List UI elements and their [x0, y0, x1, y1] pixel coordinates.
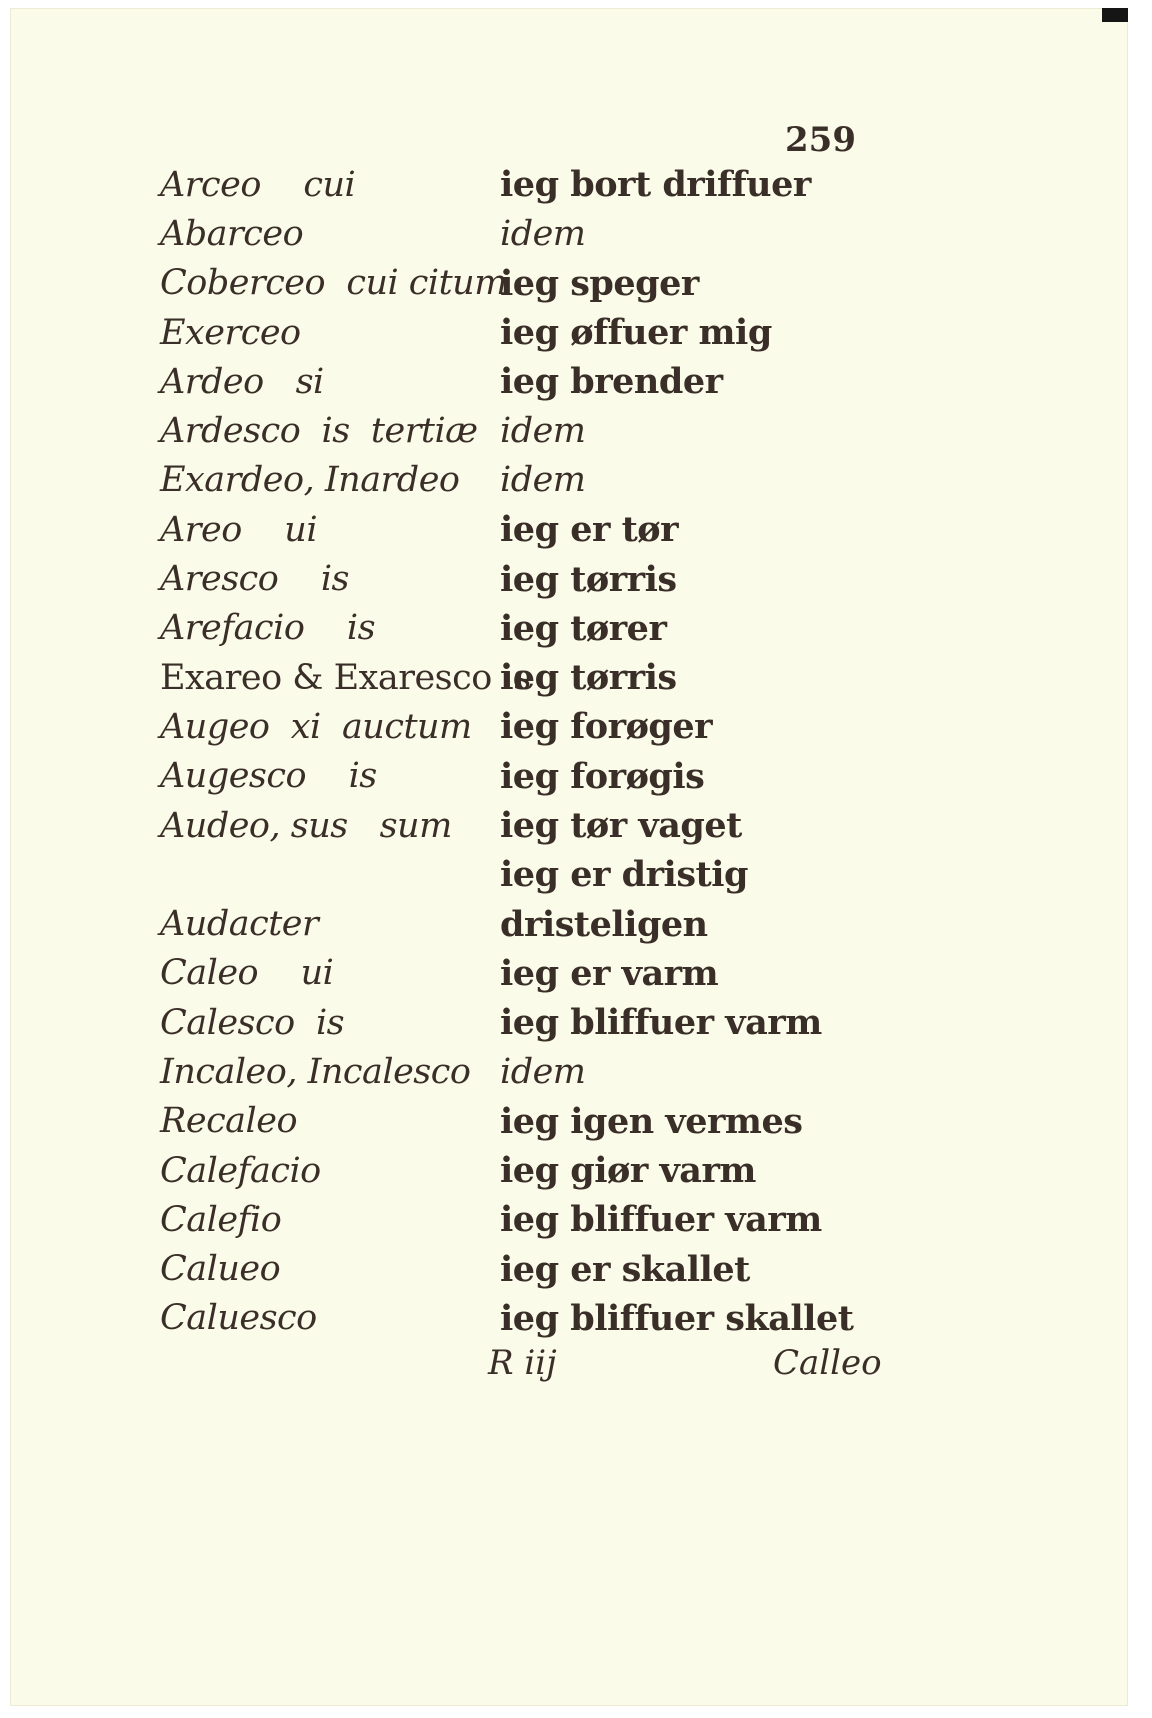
danish-translation: ieg igen vermes [500, 1100, 803, 1142]
latin-term: Exardeo, Inardeo [160, 460, 460, 501]
latin-term: Calefio [160, 1199, 282, 1240]
glossary-entry [160, 456, 860, 505]
glossary-entry [160, 160, 860, 209]
danish-translation: ieg brender [500, 361, 723, 403]
latin-term: Augesco is [160, 756, 377, 797]
latin-term: Exareo & Exaresco is [160, 657, 531, 698]
glossary-entry [160, 259, 860, 308]
latin-term: Calueo [160, 1249, 281, 1290]
danish-translation: ieg forøger [500, 706, 713, 748]
danish-translation: ieg bort driffuer [500, 164, 811, 206]
glossary-entry [160, 998, 860, 1047]
danish-translation: ieg bliffuer skallet [500, 1297, 854, 1339]
glossary-entry [160, 702, 860, 751]
glossary-entry [160, 505, 860, 554]
glossary-entry [160, 949, 860, 998]
latin-term: Caluesco [160, 1298, 317, 1339]
scan-edge-mark [1102, 8, 1128, 22]
danish-translation: dristeligen [500, 903, 708, 945]
glossary-list [160, 160, 860, 1343]
glossary-entry [160, 1146, 860, 1195]
danish-translation: ieg bliffuer varm [500, 1002, 822, 1044]
danish-translation: ieg tørris [500, 558, 677, 600]
danish-translation: ieg tører [500, 607, 667, 649]
latin-term: Augeo xi auctum [160, 706, 472, 747]
danish-translation: ieg er tør [500, 509, 679, 551]
latin-term: Arceo cui [160, 164, 356, 205]
glossary-entry [160, 554, 860, 603]
danish-translation: ieg er varm [500, 952, 719, 994]
glossary-entry [160, 209, 860, 258]
latin-term: Arefacio is [160, 608, 376, 649]
glossary-entry [160, 850, 860, 899]
danish-translation: ieg forøgis [500, 755, 705, 797]
glossary-entry [160, 604, 860, 653]
latin-term: Ardeo si [160, 361, 324, 402]
danish-translation: ieg tørris [500, 657, 677, 699]
latin-term: Audeo, sus sum [160, 805, 452, 846]
latin-term: Incaleo, Incalesco [160, 1051, 471, 1092]
danish-translation: ieg er skallet [500, 1248, 750, 1290]
page-number: 259 [785, 120, 856, 160]
danish-translation: ieg speger [500, 262, 699, 304]
danish-translation: idem [500, 213, 586, 254]
catchword: Calleo [773, 1343, 882, 1383]
glossary-entry [160, 752, 860, 801]
glossary-entry [160, 357, 860, 406]
signature-mark: R iij [488, 1343, 557, 1383]
glossary-entry [160, 406, 860, 455]
glossary-entry [160, 1195, 860, 1244]
glossary-entry [160, 1097, 860, 1146]
danish-translation: ieg tør vaget [500, 805, 742, 846]
glossary-entry [160, 308, 860, 357]
latin-term: Ardesco is tertiæ [160, 411, 478, 452]
danish-translation: idem [500, 411, 586, 452]
latin-term: Caleo ui [160, 953, 334, 994]
latin-term: Areo ui [160, 509, 318, 550]
latin-term: Recaleo [160, 1101, 298, 1142]
glossary-entry [160, 1245, 860, 1294]
glossary-entry [160, 653, 860, 702]
latin-term: Audacter [160, 904, 319, 945]
glossary-entry [160, 1047, 860, 1096]
glossary-entry [160, 1294, 860, 1343]
danish-translation: ieg øffuer mig [500, 312, 772, 354]
latin-term: Calesco is [160, 1002, 345, 1043]
latin-term: Coberceo cui citum [160, 263, 507, 304]
latin-term: Aresco is [160, 559, 350, 600]
danish-translation: ieg giør varm [500, 1150, 756, 1192]
book-page [10, 8, 1128, 1706]
glossary-entry [160, 899, 860, 948]
latin-term: Calefacio [160, 1150, 321, 1191]
glossary-entry [160, 801, 860, 850]
danish-translation: idem [500, 460, 586, 501]
danish-translation: ieg er dristig [500, 854, 748, 896]
danish-translation: idem [500, 1051, 586, 1092]
danish-translation: ieg bliffuer varm [500, 1199, 822, 1241]
latin-term: Abarceo [160, 213, 304, 254]
latin-term: Exerceo [160, 312, 301, 353]
